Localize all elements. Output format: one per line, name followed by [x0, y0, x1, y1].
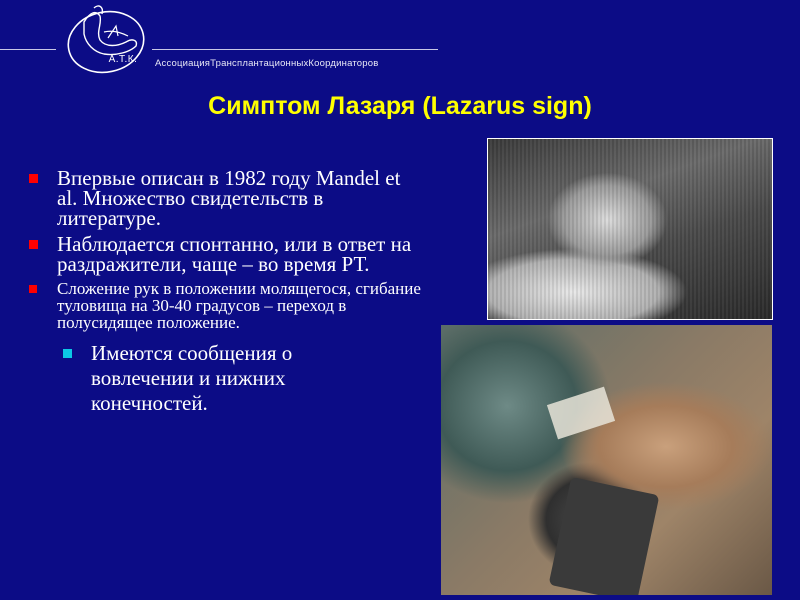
patient-photo-color [441, 325, 772, 595]
slide-title: Симптом Лазаря (Lazarus sign) [208, 92, 592, 120]
red-square-bullet-icon [29, 285, 37, 293]
patient-photo-bw [487, 138, 773, 320]
bullet-item [26, 234, 426, 274]
bullet-item [26, 280, 426, 331]
red-square-bullet-icon [29, 174, 38, 183]
header-rule-left [0, 49, 56, 50]
header-rule-right [152, 49, 438, 50]
bullet-text: Сложение рук в положении молящегося, сгибание туловища на 30-40 градусов – переход в полусидящее положение. [57, 279, 421, 332]
bullet-text: Впервые описан в 1982 году Mandel et al. Множество свидетельств в литературе. [57, 166, 401, 230]
bullet-list [26, 168, 426, 416]
bullet-item [26, 168, 426, 228]
hands-dove-logo-icon [56, 2, 156, 78]
sub-bullet-text: Имеются сообщения о вовлечении и нижних конечностей. [91, 341, 293, 415]
sub-bullet-item [60, 341, 391, 416]
cyan-square-bullet-icon [63, 349, 72, 358]
red-square-bullet-icon [29, 240, 38, 249]
logo-abbreviation: А.Т.К. [108, 54, 138, 65]
organization-name: АссоциацияТрансплантационныхКоординаторов [155, 58, 379, 69]
bullet-text: Наблюдается спонтанно, или в ответ на раздражители, чаще – во время РТ. [57, 232, 412, 276]
